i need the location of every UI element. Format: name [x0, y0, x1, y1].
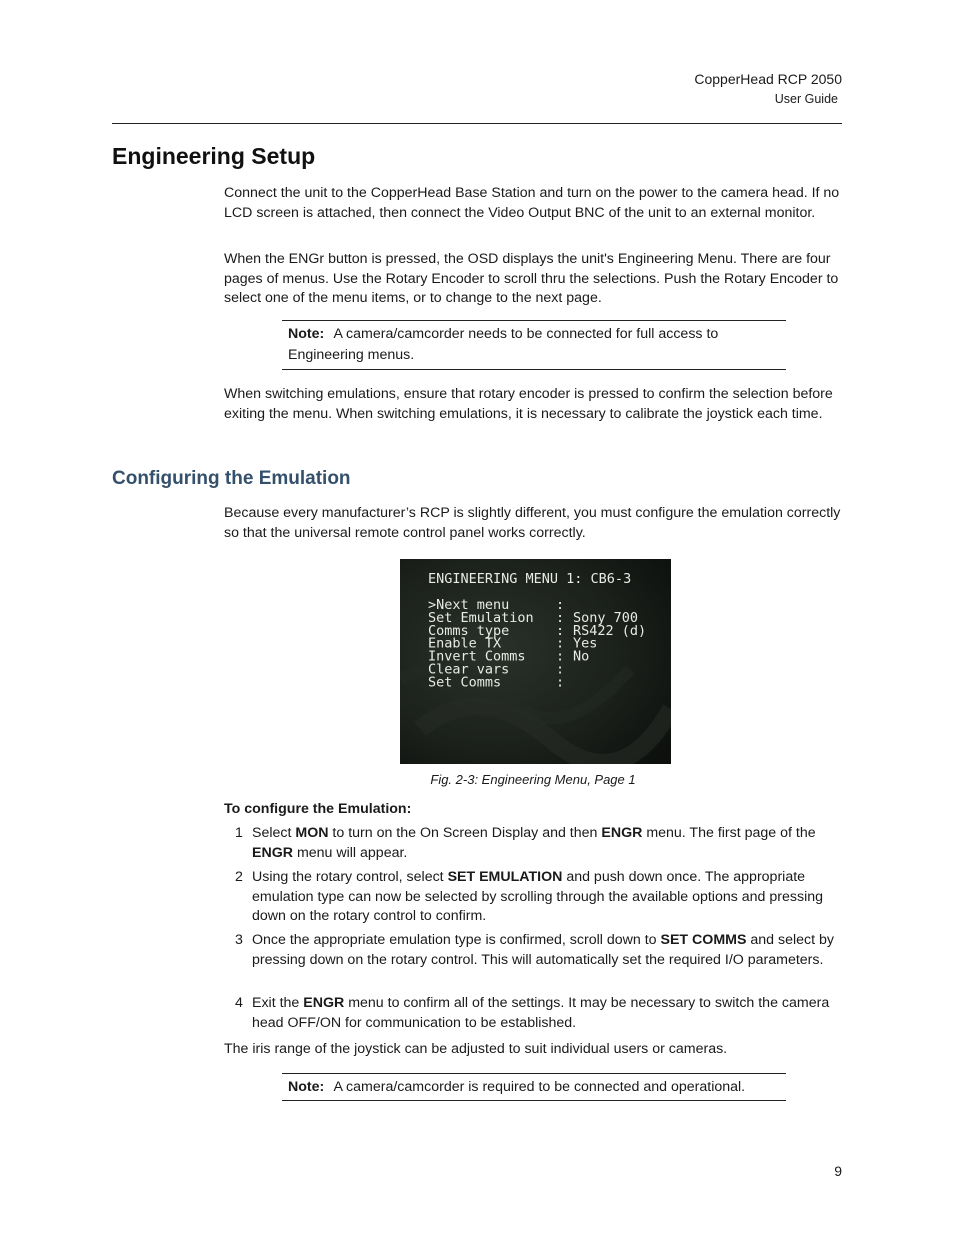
note-text: A camera/camcorder is required to be connected and operational.: [333, 1079, 746, 1095]
osd-separator: :: [556, 597, 565, 613]
note-text: A camera/camcorder needs to be connected for full access to Engineering menus.: [288, 326, 719, 363]
osd-separator: :: [556, 635, 565, 652]
step-number: 1: [235, 825, 243, 841]
step-text: [252, 868, 842, 927]
page-number: 9: [834, 1163, 842, 1179]
step-keyword: ENGR: [303, 995, 345, 1011]
note-label: Note:: [288, 1079, 325, 1095]
step-keyword: SET EMULATION: [447, 869, 563, 885]
step-text-part: to turn on the On Screen Display and then: [328, 825, 602, 841]
running-header-product: CopperHead RCP 2050: [694, 71, 842, 87]
osd-menu-item: Comms type: [428, 622, 510, 639]
osd-menu-value: Sony 700: [573, 609, 639, 626]
step-keyword: ENGR: [252, 844, 293, 861]
step-text-part: Exit the: [252, 995, 304, 1011]
paragraph-switching: When switching emulations, ensure that rotary encoder is pressed to confirm the selection before exiting the menu. When switching emulations, it is necessary to calibrate the joystick each time.: [224, 386, 833, 422]
step-number: 4: [235, 995, 243, 1011]
step-keyword: ENGR: [601, 825, 643, 841]
osd-separator: :: [556, 674, 565, 691]
osd-menu-item: Clear vars: [428, 661, 510, 678]
section-title: Engineering Setup: [112, 143, 316, 169]
engineering-menu-screenshot: [400, 559, 671, 764]
step-number: 2: [235, 869, 243, 885]
step-text: [252, 931, 842, 970]
osd-menu-item: Invert Comms: [428, 648, 526, 665]
osd-separator: :: [556, 648, 565, 665]
step-text-part: menu will appear.: [293, 844, 408, 861]
figure-caption: Fig. 2-3: Engineering Menu, Page 1: [430, 772, 636, 787]
header-rule: [112, 123, 842, 124]
step-text-part: Once the appropriate emulation type is confirmed, scroll down to: [252, 932, 661, 948]
note-box-engineering: [282, 320, 786, 370]
step-keyword: SET COMMS: [660, 932, 747, 948]
step-keyword: MON: [295, 825, 329, 841]
procedure-title: To configure the Emulation:: [224, 801, 412, 817]
osd-menu-item: Set Emulation: [428, 609, 534, 626]
step-number: 3: [235, 932, 243, 948]
osd-menu-item: Enable TX: [428, 635, 502, 652]
osd-menu-value: No: [573, 648, 590, 665]
step-text-part: Using the rotary control, select: [252, 869, 448, 885]
subsection-title: Configuring the Emulation: [112, 468, 351, 489]
osd-menu-item: >Next menu: [428, 597, 510, 613]
paragraph-connect: Connect the unit to the CopperHead Base Station and turn on the power to the camera head. If no LCD screen is attached, then connect the Video Output BNC of the unit to an external monitor.: [224, 185, 840, 221]
running-header-doc-type: User Guide: [774, 92, 838, 106]
step-text-part: and select by pressing down on the rotary control. This will automatically set the required I/O parameters.: [252, 932, 834, 968]
step-text-part: Select: [252, 825, 296, 841]
osd-separator: :: [556, 661, 565, 678]
step-text: [252, 994, 842, 1033]
step-text-part: menu. The first page of the: [642, 825, 816, 841]
step-text-part: and push down once. The appropriate emulation type can now be selected by scrolling through the available options and pressing down on the rotary control to confirm.: [252, 869, 824, 924]
paragraph-iris-range: The iris range of the joystick can be adjusted to suit individual users or cameras.: [224, 1041, 728, 1057]
osd-separator: :: [556, 609, 565, 626]
osd-separator: :: [556, 622, 565, 639]
note-label: Note:: [288, 326, 325, 342]
step-text-part: menu to confirm all of the settings. It may be necessary to switch the camera head OFF/ON for communication to be established.: [252, 995, 830, 1031]
step-text: [252, 824, 842, 863]
osd-menu-value: RS422 (d): [573, 622, 647, 639]
osd-menu-title: ENGINEERING MENU 1: CB6-3: [428, 571, 632, 587]
osd-menu-item: Set Comms: [428, 674, 502, 691]
osd-menu-value: Yes: [573, 635, 598, 652]
paragraph-emulation-intro: Because every manufacturer’s RCP is slightly different, you must configure the emulation correctly so that the universal remote control panel works correctly.: [224, 505, 841, 541]
note-box-camera: [282, 1073, 786, 1101]
paragraph-engr-menu: When the ENGr button is pressed, the OSD displays the unit's Engineering Menu. There are four pages of menus. Use the Rotary Encoder to scroll thru the selections. Push the Rotary Encoder to select one of the menu items, or to change to the next page.: [224, 251, 839, 306]
